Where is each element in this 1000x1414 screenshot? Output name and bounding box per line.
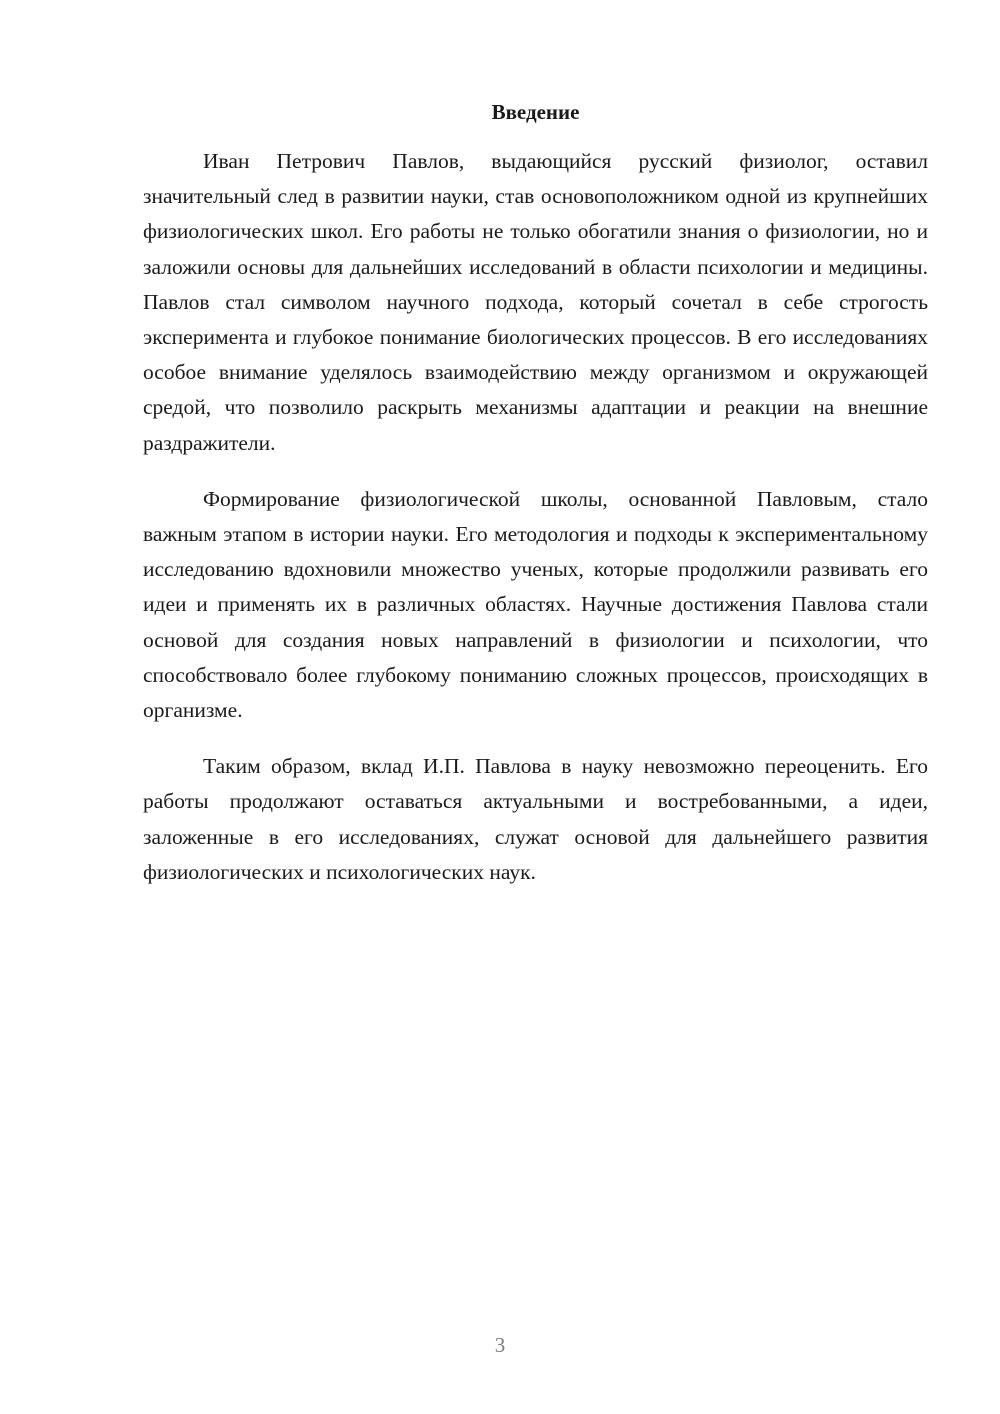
section-title: Введение (491, 100, 580, 124)
paragraph-3: Таким образом, вклад И.П. Павлова в науку невозможно переоценить. Его работы продолжают оставаться актуальными и востребованными, а идеи, заложенные в его исследованиях, служат основой для дальнейшего развития физиологических и психологических наук. (143, 754, 928, 884)
paragraph-1: Иван Петрович Павлов, выдающийся русский физиолог, оставил значительный след в развитии науки, став основоположником одной из крупнейших физиологических школ. Его работы не только обогатили знания о физиологии, но и заложили основы для дальнейших исследований в области психологии и медицины. Павлов стал символом научного подхода, который сочетал в себе строгость эксперимента и глубокое понимание биологических процессов. В его исследованиях особое внимание уделялось взаимодействию между организмом и окружающей средой, что позволило раскрыть механизмы адаптации и реакции на внешние раздражители. (143, 149, 928, 455)
paragraph-2: Формирование физиологической школы, основанной Павловым, стало важным этапом в истории науки. Его методология и подходы к экспериментальному исследованию вдохновили множество ученых, которые продолжили развивать его идеи и применять их в различных областях. Научные достижения Павлова стали основой для создания новых направлений в физиологии и психологии, что способствовало более глубокому пониманию сложных процессов, происходящих в организме. (143, 486, 928, 723)
page-number: 3 (494, 1333, 506, 1357)
page-content (143, 94, 928, 911)
